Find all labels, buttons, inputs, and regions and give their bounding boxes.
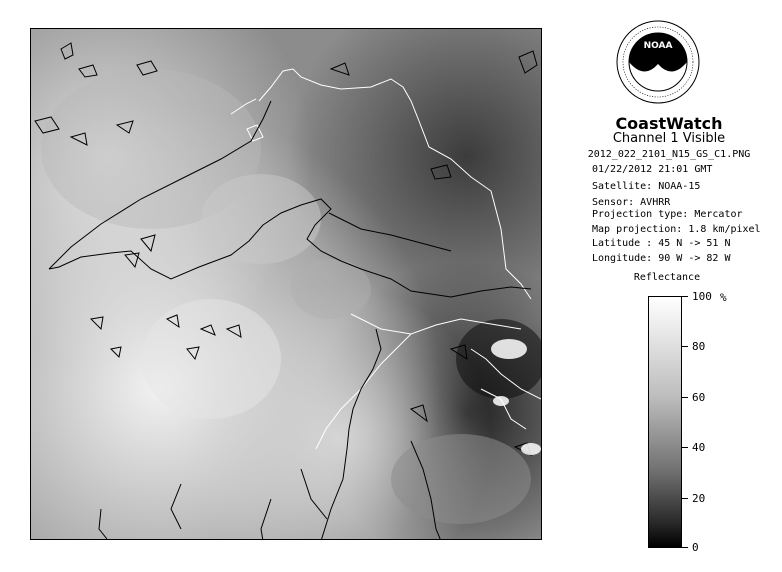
colorbar-tick [682,346,688,347]
channel-label: Channel 1 Visible [612,131,726,146]
datetime-label: 01/22/2012 21:01 GMT [592,164,713,175]
longitude-label: Longitude: 90 W -> 82 W [592,253,731,264]
colorbar-tick-label: 0 [692,541,699,554]
colorbar-tick-label: 100 [692,290,712,303]
colorbar-tick [682,296,688,297]
projection-type-label: Projection type: Mercator [592,209,743,220]
svg-text:NOAA: NOAA [643,41,673,51]
colorbar-tick [682,397,688,398]
sensor-label: Sensor: AVHRR [592,197,671,208]
colorbar-tick-label: 60 [692,391,706,404]
filename-label: 2012_022_2101_N15_GS_C1.PNG [587,149,751,160]
colorbar-tick-label: 40 [692,441,706,454]
colorbar-tick [682,547,688,548]
info-panel [556,0,782,572]
colorbar-title: Reflectance [633,272,701,283]
noaa-logo [616,20,700,104]
map-projection-label: Map projection: 1.8 km/pixel [592,224,761,235]
satellite-label: Satellite: NOAA-15 [592,181,701,192]
reflectance-colorbar [648,296,682,548]
brand-title: CoastWatch [615,114,723,133]
colorbar-unit: % [720,291,727,304]
colorbar-tick-label: 80 [692,340,706,353]
colorbar-tick [682,447,688,448]
latitude-label: Latitude : 45 N -> 51 N [592,238,731,249]
satellite-map[interactable] [30,28,542,540]
colorbar-tick-label: 20 [692,492,706,505]
map-canvas [31,29,542,540]
colorbar-tick [682,498,688,499]
